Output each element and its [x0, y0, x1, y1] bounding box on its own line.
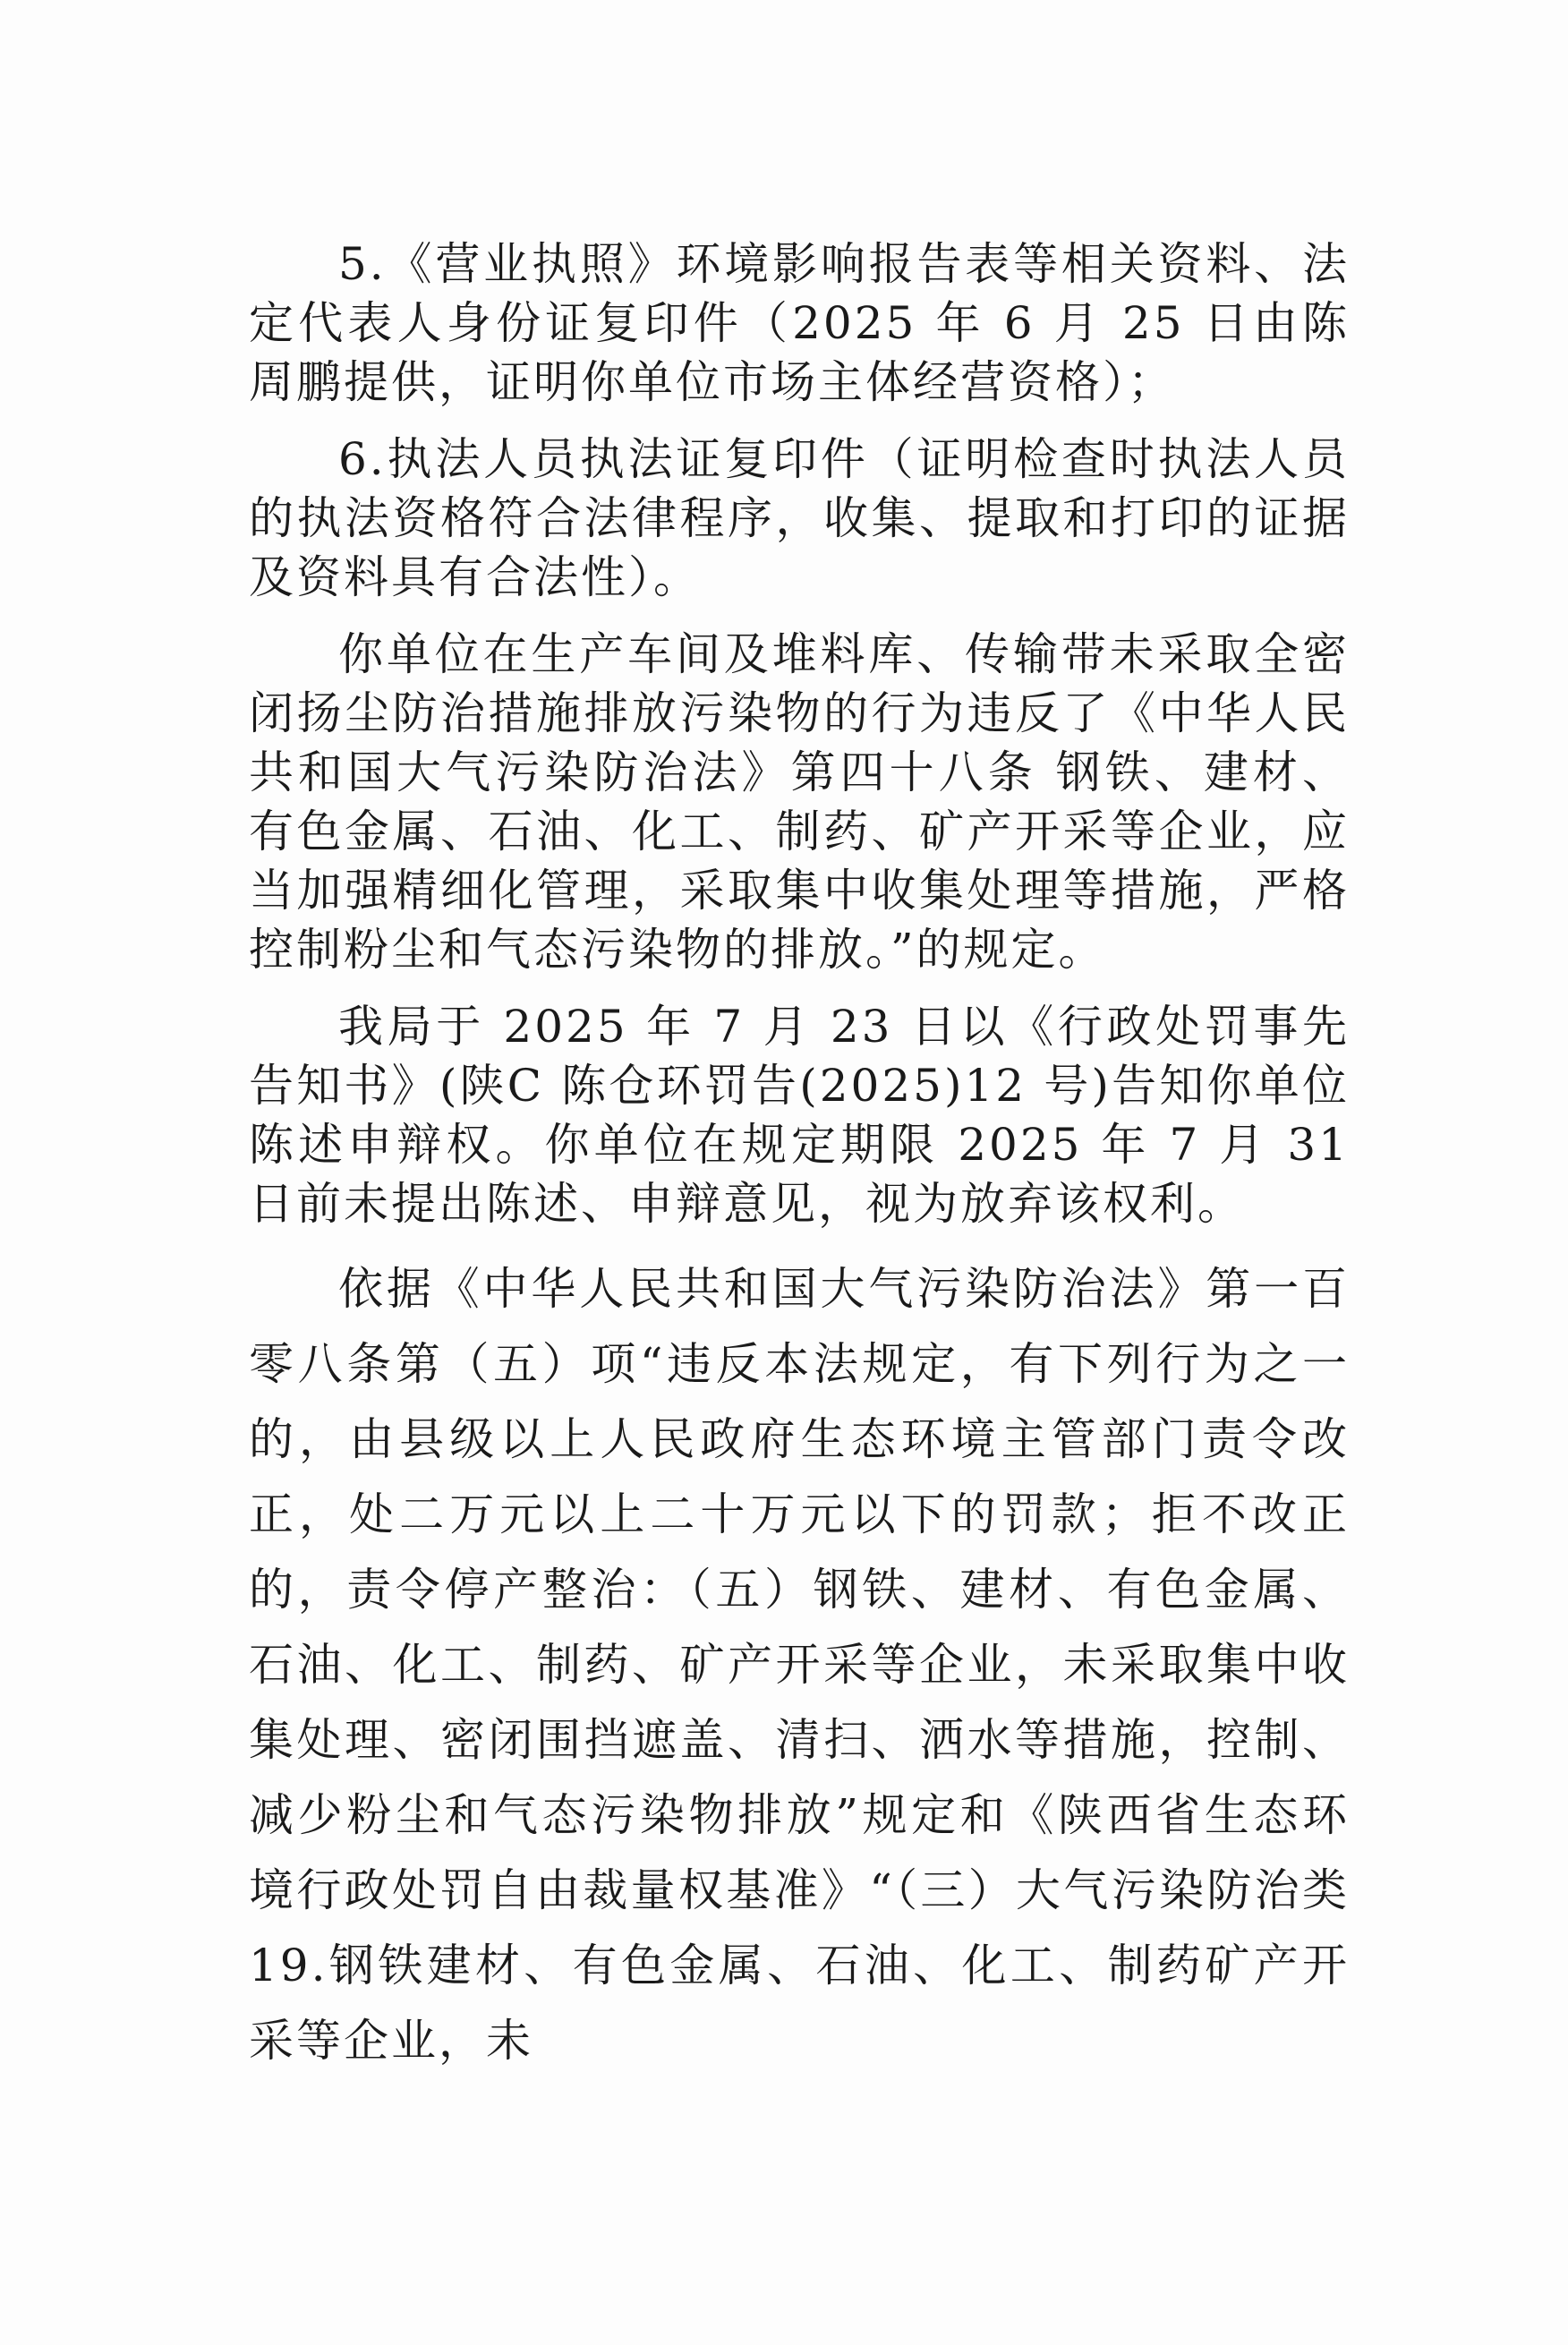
paragraph-violation: 你单位在生产车间及堆料库、传输带未采取全密闭扬尘防治措施排放污染物的行为违反了《中华人民共和国大气污染防治法》第四十八条 钢铁、建材、有色金属、石油、化工、制药、矿产开采等企业，应当加强精细化管理，采取集中收集处理等措施，严格控制粉尘和气态污染物的排放。”的规定。 — [249, 628, 1350, 976]
paragraph-evidence-6: 6.执法人员执法证复印件（证明检查时执法人员的执法资格符合法律程序，收集、提取和打印的证据及资料具有合法性）。 — [249, 433, 1350, 603]
paragraph-legal-basis: 依据《中华人民共和国大气污染防治法》第一百零八条第（五）项“违反本法规定，有下列行为之一的，由县级以上人民政府生态环境主管部门责令改正，处二万元以上二十万元以下的罚款；拒不改正的，责令停产整治：（五）钢铁、建材、有色金属、石油、化工、制药、矿产开采等企业，未采取集中收集处理、密闭围挡遮盖、清扫、洒水等措施，控制、减少粉尘和气态污染物排放”规定和《陕西省生态环境行政处罚自由裁量权基准》“（三）大气污染防治类 19.钢铁建材、有色金属、石油、化工、制药矿产开采等企业，未 — [249, 1263, 1350, 2067]
document-body — [249, 234, 1350, 2100]
paragraph-evidence-5: 5.《营业执照》环境影响报告表等相关资料、法定代表人身份证复印件（2025 年 6 月 25 日由陈周鹏提供，证明你单位市场主体经营资格）； — [249, 238, 1350, 408]
paragraph-notice: 我局于 2025 年 7 月 23 日以《行政处罚事先告知书》(陕C 陈仓环罚告(2025)12 号)告知你单位陈述申辩权。你单位在规定期限 2025 年 7 月 31 日前未提出陈述、申辩意见，视为放弃该权利。 — [249, 1001, 1350, 1230]
